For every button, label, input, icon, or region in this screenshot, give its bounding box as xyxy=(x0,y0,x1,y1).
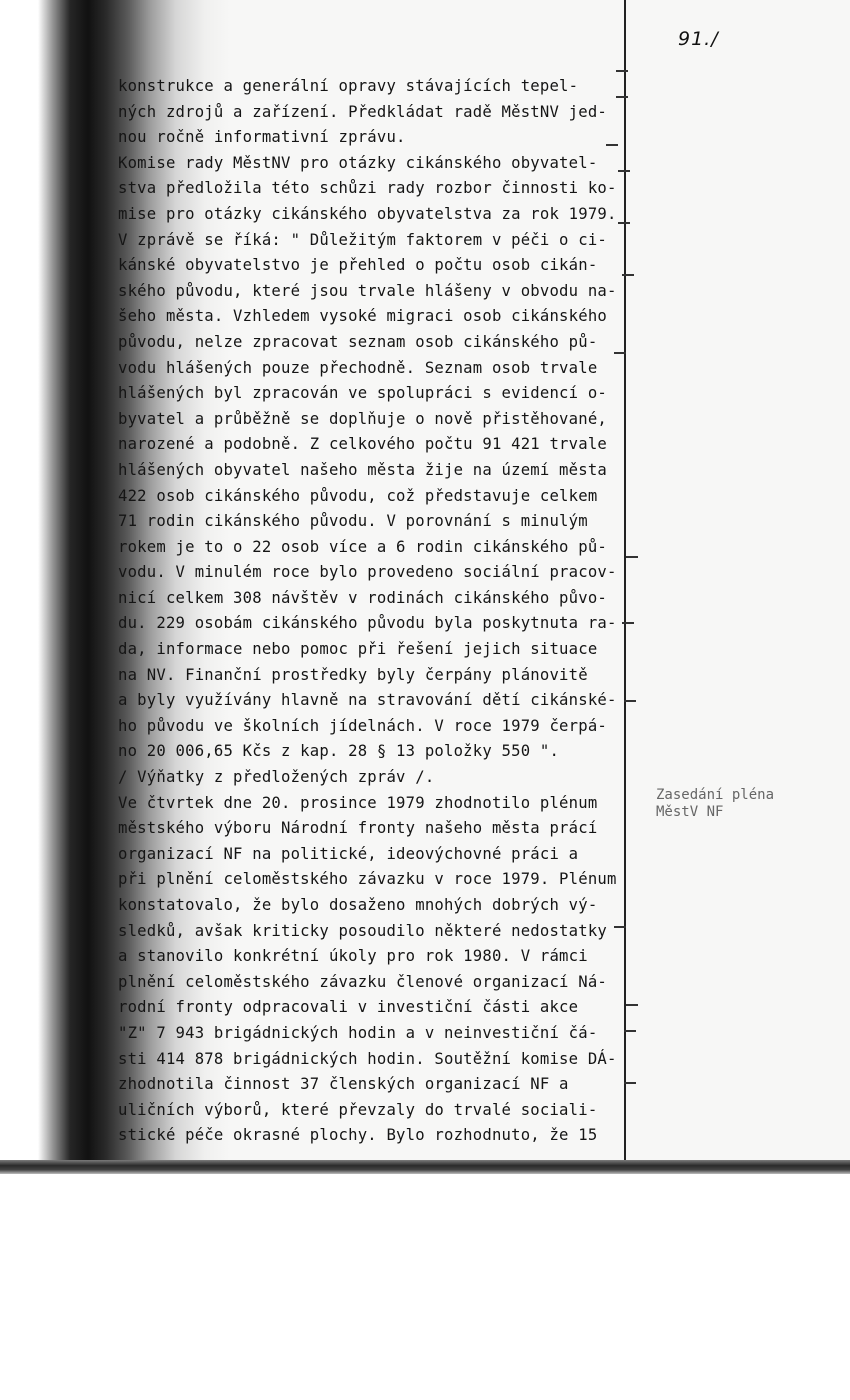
text-line: a byly využívány hlavně na stravování dětí cikánské- xyxy=(118,691,617,710)
margin-tick xyxy=(606,144,618,146)
text-line: vodu hlášených pouze přechodně. Seznam osob trvale xyxy=(118,358,598,377)
margin-tick xyxy=(614,926,626,928)
margin-tick xyxy=(624,1030,636,1032)
margin-tick xyxy=(616,70,628,72)
text-line: ského původu, které jsou trvale hlášeny v obvodu na- xyxy=(118,281,617,300)
text-line: hlášených obyvatel našeho města žije na území města xyxy=(118,460,607,479)
page-bottom-edge xyxy=(0,1160,850,1174)
margin-tick xyxy=(616,96,628,98)
text-line: Ve čtvrtek dne 20. prosince 1979 zhodnotilo plénum xyxy=(118,793,598,812)
text-line: narozené a podobně. Z celkového počtu 91 421 trvale xyxy=(118,435,607,454)
text-line: stva předložila této schůzi rady rozbor činnosti ko- xyxy=(118,179,617,198)
text-line: městského výboru Národní fronty našeho města prácí xyxy=(118,819,598,838)
text-line: no 20 006,65 Kčs z kap. 28 § 13 položky 550 ". xyxy=(118,742,560,761)
margin-tick xyxy=(618,170,630,172)
margin-tick xyxy=(624,1082,636,1084)
margin-tick xyxy=(624,700,636,702)
margin-tick xyxy=(618,222,630,224)
text-line: šeho města. Vzhledem vysoké migraci osob cikánského xyxy=(118,307,607,326)
margin-tick xyxy=(614,352,626,354)
text-line: rokem je to o 22 osob více a 6 rodin cikánského pů- xyxy=(118,537,607,556)
text-line: ho původu ve školních jídelnách. V roce 1979 čerpá- xyxy=(118,716,607,735)
text-line: konstrukce a generální opravy stávajících tepel- xyxy=(118,77,579,95)
margin-note-line-1: Zasedání pléna xyxy=(656,787,775,803)
text-line: na NV. Finanční prostředky byly čerpány plánovitě xyxy=(118,665,588,684)
text-line: V zprávě se říká: " Důležitým faktorem v péči o ci- xyxy=(118,230,607,249)
text-line: organizací NF na politické, ideovýchovné práci a xyxy=(118,844,579,863)
text-line: 71 rodin cikánského původu. V porovnání s minulým xyxy=(118,512,588,531)
text-line: konstatovalo, že bylo dosaženo mnohých dobrých vý- xyxy=(118,896,598,914)
text-line: stické péče okrasné plochy. Bylo rozhodnuto, že 15 xyxy=(118,1126,598,1145)
text-line: sledků, avšak kriticky posoudilo některé nedostatky xyxy=(118,921,607,940)
text-line: plnění celoměstského závazku členové organizací Ná- xyxy=(118,972,607,991)
text-line: kánské obyvatelstvo je přehled o počtu osob cikán- xyxy=(118,256,598,275)
text-line: nou ročně informativní zprávu. xyxy=(118,128,406,147)
text-line: při plnění celoměstského závazku v roce 1979. Plénum xyxy=(118,870,617,889)
text-line: zhodnotila činnost 37 členských organizací NF a xyxy=(118,1075,569,1094)
text-line: "Z" 7 943 brigádnických hodin a v neinvestiční čá- xyxy=(118,1023,598,1042)
margin-ticks xyxy=(600,60,640,1160)
margin-tick xyxy=(622,274,634,276)
margin-tick xyxy=(622,622,634,624)
blank-area xyxy=(0,1174,850,1400)
text-line: Komise rady MěstNV pro otázky cikánského obyvatel- xyxy=(118,153,598,172)
text-line: sti 414 878 brigádnických hodin. Soutěžní komise DÁ- xyxy=(118,1049,617,1068)
main-text-column xyxy=(118,74,628,1149)
text-line: uličních výborů, které převzaly do trvalé sociali- xyxy=(118,1100,598,1119)
margin-tick xyxy=(626,556,638,558)
text-line: hlášených byl zpracován ve spolupráci s evidencí o- xyxy=(118,384,607,403)
text-line: vodu. V minulém roce bylo provedeno sociální pracov- xyxy=(118,563,617,582)
text-line: nicí celkem 308 návštěv v rodinách cikánského půvo- xyxy=(118,588,607,607)
text-line: du. 229 osobám cikánského původu byla poskytnuta ra- xyxy=(118,614,617,633)
margin-note-line-2: MěstV NF xyxy=(656,804,724,820)
page-number: 91./ xyxy=(678,28,719,50)
text-line: / Výňatky z předložených zpráv /. xyxy=(118,768,435,787)
text-line: původu, nelze zpracovat seznam osob cikánského pů- xyxy=(118,332,598,351)
margin-tick xyxy=(626,1004,638,1006)
text-line: rodní fronty odpracovali v investiční části akce xyxy=(118,998,579,1017)
margin-note xyxy=(656,787,774,821)
text-line: mise pro otázky cikánského obyvatelstva za rok 1979. xyxy=(118,204,617,223)
text-line: byvatel a průběžně se doplňuje o nově přistěhované, xyxy=(118,409,607,428)
text-line: da, informace nebo pomoc při řešení jejich situace xyxy=(118,640,598,659)
text-line: ných zdrojů a zařízení. Předkládat radě MěstNV jed- xyxy=(118,102,607,121)
text-line: a stanovilo konkrétní úkoly pro rok 1980. V rámci xyxy=(118,947,588,966)
text-line: 422 osob cikánského původu, což představuje celkem xyxy=(118,486,598,505)
